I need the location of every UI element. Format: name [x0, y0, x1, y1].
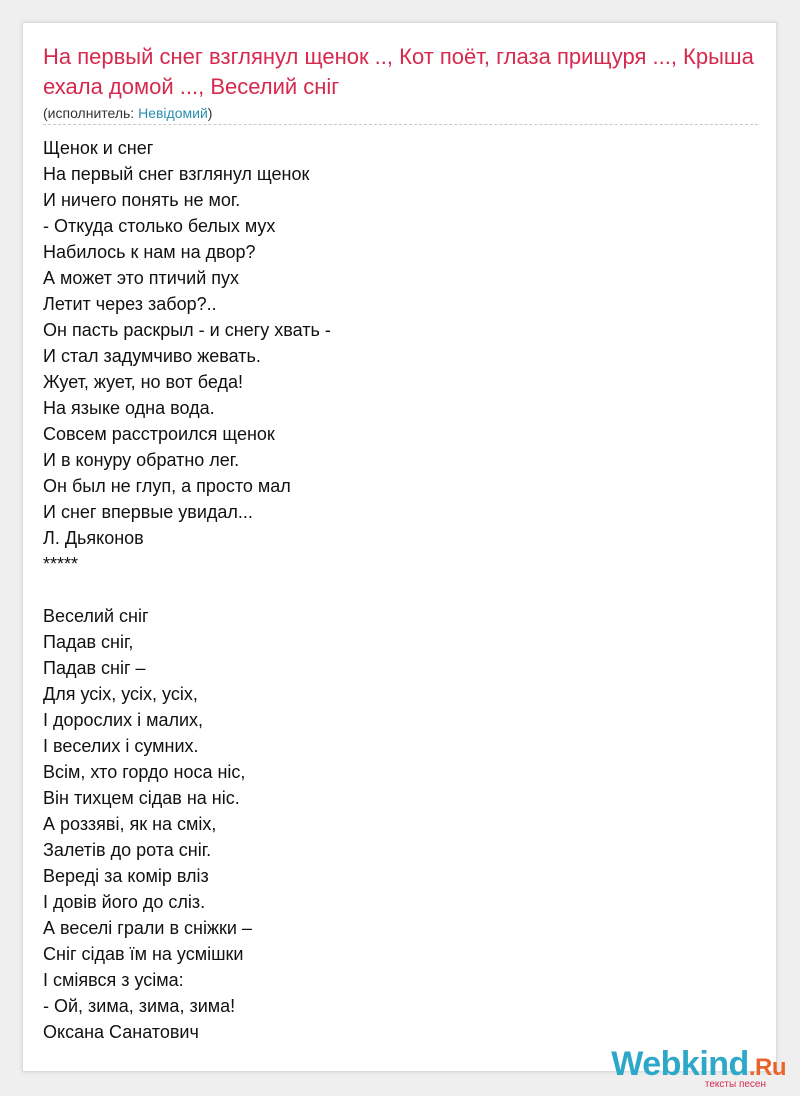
lyric-line: И ничего понять не мог. [43, 190, 241, 210]
logo-word: Webkind [611, 1045, 749, 1083]
lyric-line: Всім, хто гордо носа ніс, [43, 762, 246, 782]
lyric-line: Щенок и снег [43, 138, 154, 158]
lyric-line: Совсем расстроился щенок [43, 424, 275, 444]
lyric-line: И снег впервые увидал... [43, 502, 253, 522]
lyric-line: Падав сніг – [43, 658, 146, 678]
lyric-line: Он был не глуп, а просто мал [43, 476, 291, 496]
lyric-line: И стал задумчиво жевать. [43, 346, 261, 366]
lyric-line [43, 577, 758, 603]
lyric-line: Залетів до рота сніг. [43, 840, 212, 860]
artist-link[interactable]: Невідомий [138, 105, 208, 121]
lyrics-card [22, 22, 777, 1072]
lyric-line: На первый снег взглянул щенок [43, 164, 310, 184]
lyric-line: И в конуру обратно лег. [43, 450, 240, 470]
lyric-line: Л. Дьяконов [43, 528, 144, 548]
lyric-line: Вереді за комір вліз [43, 866, 209, 886]
lyric-line: І сміявся з усіма: [43, 970, 184, 990]
lyric-line: І веселих і сумних. [43, 736, 199, 756]
lyric-line: Для усіх, усіх, усіх, [43, 684, 198, 704]
logo-tagline: тексты песен [704, 1079, 766, 1090]
lyrics-text [43, 135, 758, 1045]
lyric-line: Он пасть раскрыл - и снегу хвать - [43, 320, 331, 340]
lyric-line: ***** [43, 554, 79, 574]
lyric-line: І довів його до сліз. [43, 892, 206, 912]
song-title: На первый снег взглянул щенок .., Кот поёт, глаза прищуря ..., Крыша ехала домой ..., Веселий сніг [43, 44, 754, 99]
lyric-line: А может это птичий пух [43, 268, 240, 288]
lyric-line: А веселі грали в сніжки – [43, 918, 252, 938]
lyric-line: Сніг сідав їм на усмішки [43, 944, 244, 964]
lyric-line: На языке одна вода. [43, 398, 215, 418]
lyric-line: - Ой, зима, зима, зима! [43, 996, 236, 1016]
lyric-line: Веселий сніг [43, 606, 149, 626]
lyric-line: Оксана Санатович [43, 1022, 199, 1042]
artist-prefix: (исполнитель: [43, 105, 139, 121]
lyric-line: - Откуда столько белых мух [43, 216, 276, 236]
lyric-line: Падав сніг, [43, 632, 134, 652]
lyric-line: Летит через забор?.. [43, 294, 217, 314]
logo-tld: .Ru [748, 1054, 786, 1081]
site-logo[interactable] [594, 1046, 794, 1090]
lyric-line: Він тихцем сідав на ніс. [43, 788, 240, 808]
artist-line [43, 104, 212, 122]
lyric-line: Набилось к нам на двор? [43, 242, 256, 262]
lyric-line: Жует, жует, но вот беда! [43, 372, 243, 392]
artist-suffix: ) [207, 105, 213, 121]
lyric-line: А роззяві, як на сміх, [43, 814, 217, 834]
lyric-line: І дорослих і малих, [43, 710, 204, 730]
divider [43, 124, 758, 125]
